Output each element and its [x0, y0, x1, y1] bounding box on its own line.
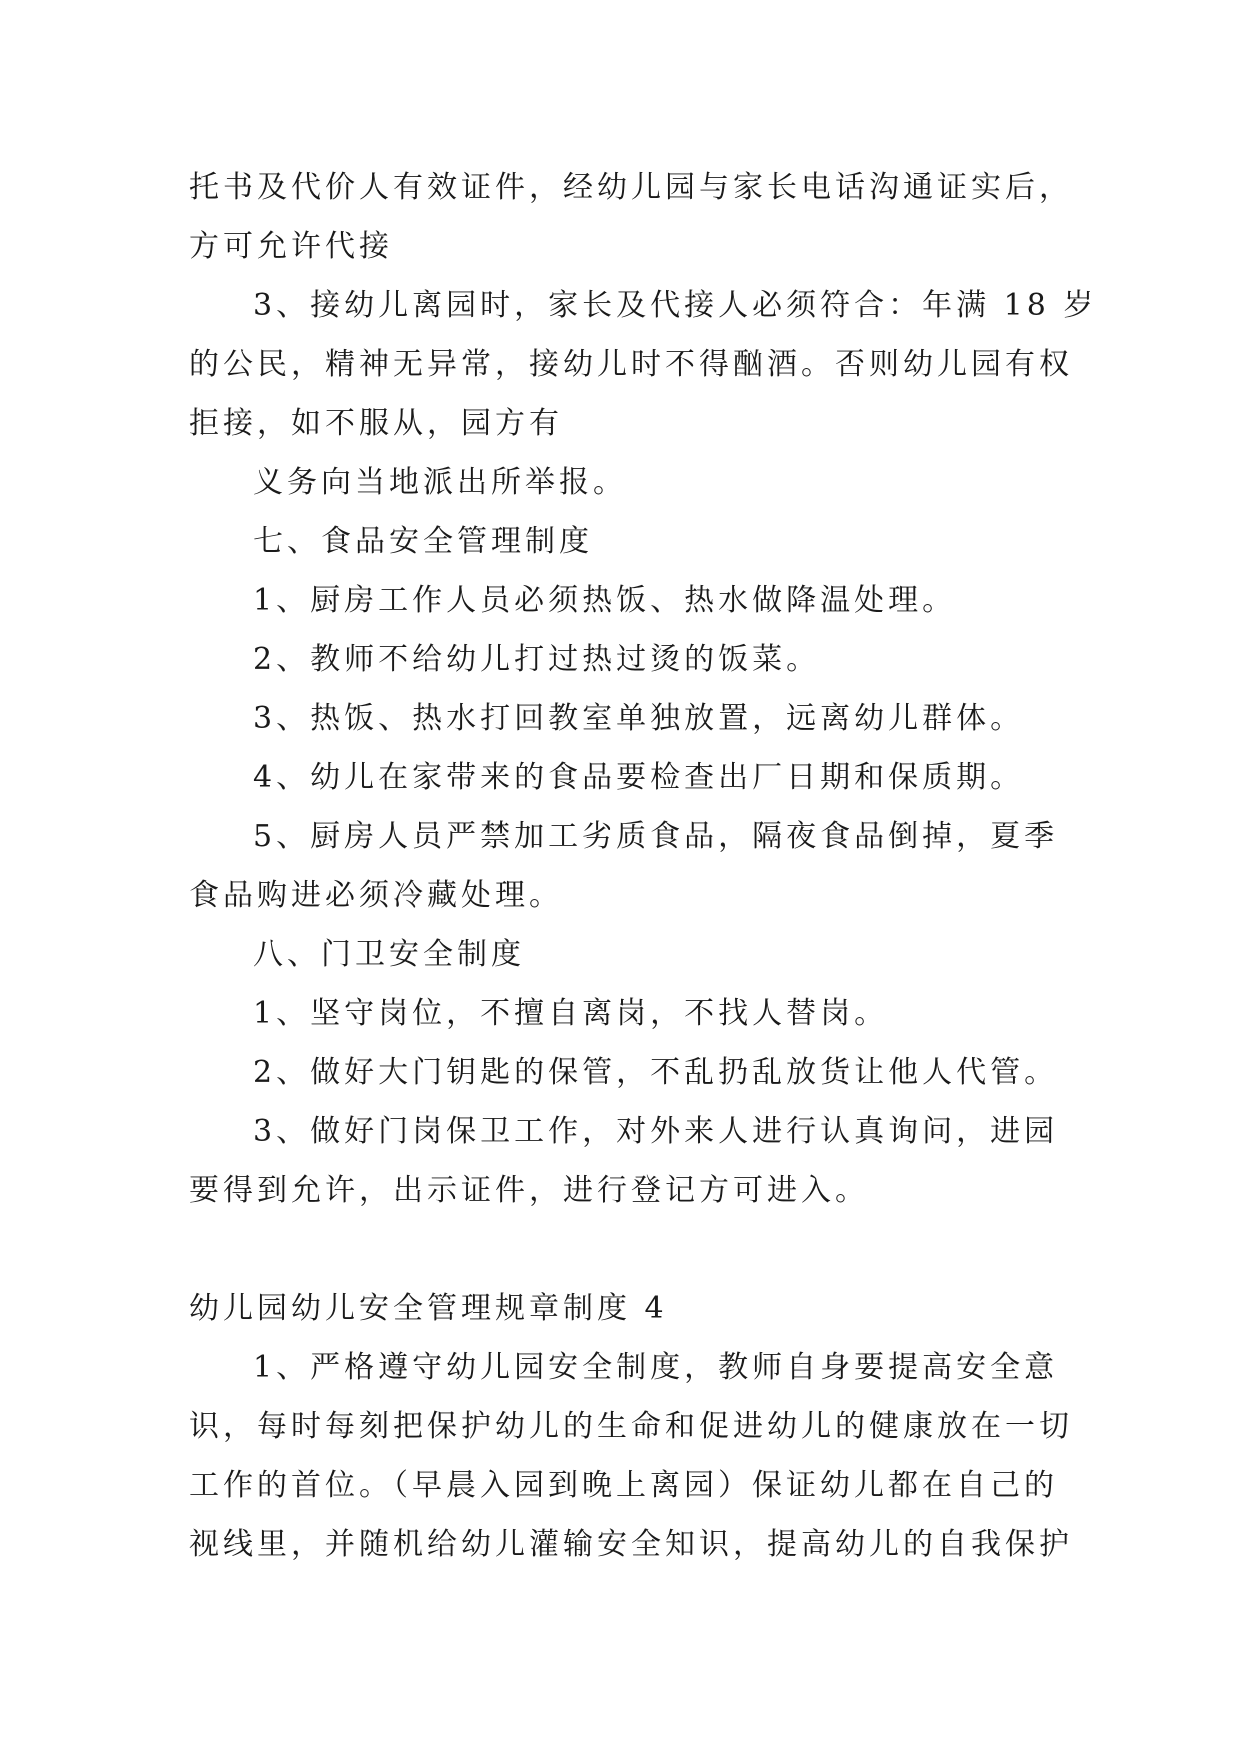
paragraph-line: 1、坚守岗位，不擅自离岗，不找人替岗。 — [253, 996, 889, 1031]
paragraph-line: 的公民，精神无异常，接幼儿时不得酗酒。否则幼儿园有权 — [189, 347, 1073, 382]
paragraph-line: 4、幼儿在家带来的食品要检查出厂日期和保质期。 — [253, 760, 1025, 795]
paragraph-line: 2、教师不给幼儿打过热过烫的饭菜。 — [253, 642, 821, 677]
paragraph-line: 3、接幼儿离园时，家长及代接人必须符合：年满 18 岁 — [253, 288, 1098, 323]
paragraph-line: 要得到允许，出示证件，进行登记方可进入。 — [189, 1173, 869, 1208]
paragraph-line: 2、做好大门钥匙的保管，不乱扔乱放货让他人代管。 — [253, 1055, 1059, 1090]
paragraph-line: 1、厨房工作人员必须热饭、热水做降温处理。 — [253, 583, 957, 618]
section-heading: 七、食品安全管理制度 — [253, 524, 593, 559]
paragraph-line: 义务向当地派出所举报。 — [253, 465, 627, 500]
paragraph-line: 5、厨房人员严禁加工劣质食品，隔夜食品倒掉，夏季 — [253, 819, 1059, 854]
section-spacer — [189, 1220, 1055, 1279]
paragraph-line: 食品购进必须冷藏处理。 — [189, 878, 563, 913]
paragraph-line: 3、热饭、热水打回教室单独放置，远离幼儿群体。 — [253, 701, 1025, 736]
document-section-title: 幼儿园幼儿安全管理规章制度 4 — [189, 1291, 668, 1326]
paragraph-line: 3、做好门岗保卫工作，对外来人进行认真询问，进园 — [253, 1114, 1059, 1149]
paragraph-line: 识，每时每刻把保护幼儿的生命和促进幼儿的健康放在一切 — [189, 1409, 1073, 1444]
section-heading: 八、门卫安全制度 — [253, 937, 525, 972]
paragraph-line: 1、严格遵守幼儿园安全制度，教师自身要提高安全意 — [253, 1350, 1059, 1385]
paragraph-line: 方可允许代接 — [189, 229, 393, 264]
paragraph-line: 工作的首位。（早晨入园到晚上离园）保证幼儿都在自己的 — [189, 1468, 1058, 1503]
paragraph-line: 视线里，并随机给幼儿灌输安全知识，提高幼儿的自我保护 — [189, 1527, 1073, 1562]
document-body — [189, 158, 1098, 1574]
paragraph-line: 拒接，如不服从，园方有 — [189, 406, 563, 441]
paragraph-line: 托书及代价人有效证件，经幼儿园与家长电话沟通证实后， — [189, 170, 1073, 205]
